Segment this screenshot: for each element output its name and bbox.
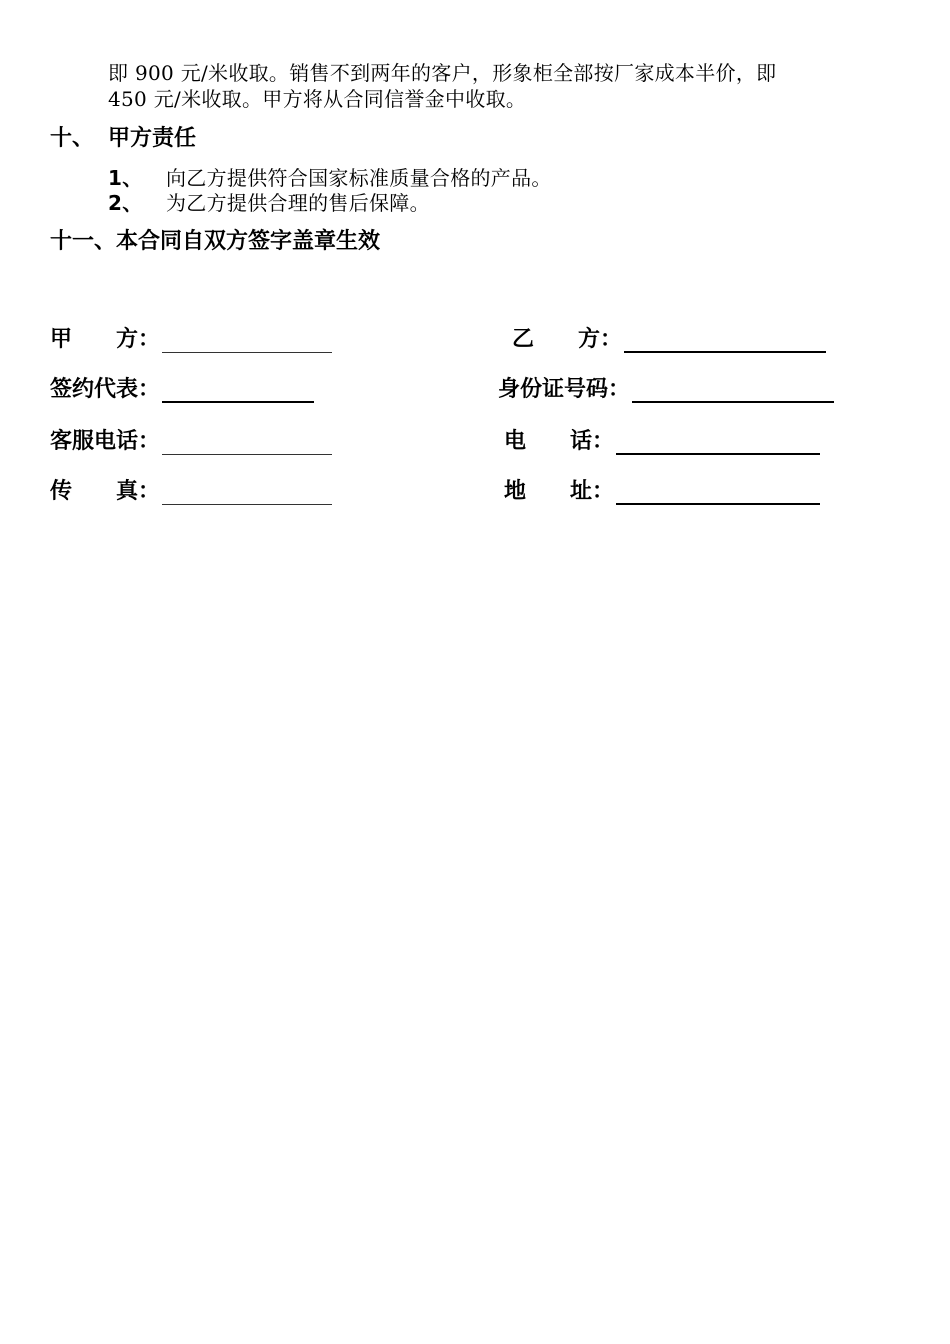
id-number-field[interactable] [498,372,834,403]
list-item-text: 为乙方提供合理的售后保障。 [166,191,430,215]
party-b-field[interactable] [512,322,826,353]
service-phone-blank[interactable] [162,430,332,455]
party-a-label: 甲 方： [50,327,161,352]
fax-field[interactable] [50,474,332,505]
address-field[interactable] [504,474,820,505]
id-number-label: 身份证号码： [498,377,631,402]
section-10-title: 甲方责任 [108,126,197,151]
party-a-field[interactable] [50,322,332,353]
service-phone-field[interactable] [50,424,332,455]
party-b-blank[interactable] [624,327,826,353]
id-number-blank[interactable] [632,377,834,403]
phone-label: 电 话： [504,429,615,454]
section-11-heading: 十一、本合同自双方签字盖章生效 [50,229,381,254]
party-b-label: 乙 方： [512,327,623,352]
phone-field[interactable] [504,424,820,455]
section-10-number: 十、 [50,126,95,151]
signing-representative-field[interactable] [50,372,314,403]
paragraph-line-1: 即 900 元/米收取。销售不到两年的客户，形象柜全部按厂家成本半价，即 [108,61,777,85]
fax-blank[interactable] [162,480,332,505]
signing-representative-label: 签约代表： [50,377,161,402]
service-phone-label: 客服电话： [50,429,161,454]
address-blank[interactable] [616,479,820,505]
address-label: 地 址： [504,479,615,504]
party-a-blank[interactable] [162,328,332,353]
fax-label: 传 真： [50,479,161,504]
list-item-text: 向乙方提供符合国家标准质量合格的产品。 [166,166,552,190]
list-item-number: 1、 [108,166,143,190]
signing-representative-blank[interactable] [162,377,314,403]
phone-blank[interactable] [616,429,820,455]
continuation-paragraph [108,60,908,112]
paragraph-line-2: 450 元/米收取。甲方将从合同信誉金中收取。 [108,87,527,111]
list-item [108,187,430,216]
section-10-heading [50,121,196,152]
list-item-number: 2、 [108,191,143,215]
